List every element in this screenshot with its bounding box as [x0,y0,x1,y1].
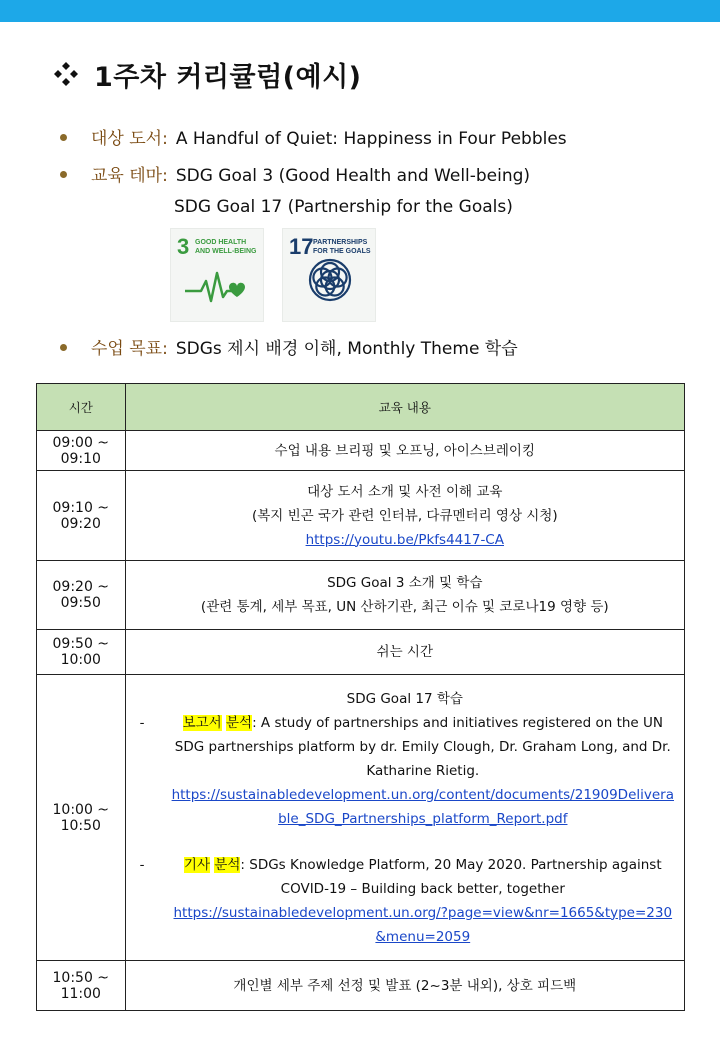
book-label: 대상 도서: [91,129,168,149]
content-line: (복지 빈곤 국가 관련 인터뷰, 다큐멘터리 영상 시청) [251,507,558,524]
row-time: 09:50 ~ 10:00 [37,630,126,675]
sdg-3-number: 3 [177,234,190,259]
sdg-goal-17-tile [282,228,376,322]
goal-label: 수업 목표: [91,339,168,359]
content-line: (관련 통계, 세부 목표, UN 산하기관, 최근 이슈 및 코로나19 영향 등) [200,599,609,615]
highlight-article: 기사 [183,856,211,873]
article-link-line-1[interactable]: https://sustainabledevelopment.un.org/?page=view&nr=1665&type=230 [173,904,673,921]
highlight-analysis: 분석 [214,856,241,873]
highlight-analysis: 분석 [225,714,253,731]
row-time: 09:10 ~ 09:20 [37,471,126,561]
interlocking-rings-icon [283,229,377,323]
bullet-dot [60,134,67,141]
table-row [37,630,685,675]
list-item [136,853,674,949]
row-content [125,431,684,471]
theme-value-1: SDG Goal 3 (Good Health and Well-being) [175,166,531,186]
list-item [136,711,674,831]
schedule-table [36,383,685,1011]
content-line: 개인별 세부 주제 선정 및 발표 (2~3분 내외), 상호 피드백 [233,977,577,994]
row-time: 09:00 ~ 09:10 [37,431,126,471]
heartbeat-icon [171,229,265,323]
page-title [52,54,362,94]
sdg-17-caption: PARTNERSHIPS FOR THE GOALS [313,239,371,255]
dash-bullet: - [139,714,145,731]
goal-value: SDGs 제시 배경 이해, Monthly Theme 학습 [175,339,518,359]
header-content: 교육 내용 [125,384,684,431]
theme-label: 교육 테마: [91,166,168,186]
row-content [125,630,684,675]
theme-row [60,161,530,186]
bullet-dot [60,171,67,178]
row-content [125,471,684,561]
header-time: 시간 [37,384,126,431]
sdg-17-number: 17 [289,234,314,259]
dash-bullet: - [139,856,145,873]
table-row [37,675,685,961]
table-header-row [37,384,685,431]
video-link[interactable]: https://youtu.be/Pkfs4417-CA [305,531,504,548]
content-line: 쉬는 시간 [376,644,434,660]
content-line: SDG Goal 3 소개 및 학습 [327,575,483,591]
report-link-line-2[interactable]: ble_SDG_Partnerships_platform_Report.pdf [278,810,568,827]
report-link-line-1[interactable]: https://sustainabledevelopment.un.org/content/documents/21909Delivera [171,786,674,803]
row-time: 10:00 ~ 10:50 [37,675,126,961]
row-content [125,675,684,961]
item-text: : A study of partnerships and initiatives registered on the UN SDG partnerships platform by dr. Emily Clough, Dr. Graham Long, and Dr. Katharine Rietig. [174,714,671,779]
row-time: 10:50 ~ 11:00 [37,961,126,1011]
article-link-line-2[interactable]: &menu=2059 [375,928,471,945]
bullet-dot [60,344,67,351]
content-line: 대상 도서 소개 및 사전 이해 교육 [307,483,503,500]
content-line: 수업 내용 브리핑 및 오프닝, 아이스브레이킹 [274,442,536,459]
sdg-icons [170,228,376,322]
table-row [37,431,685,471]
table-row [37,471,685,561]
book-row [60,124,567,149]
theme-value-2: SDG Goal 17 (Partnership for the Goals) [174,197,513,217]
top-accent-bar [0,0,720,22]
content-heading: SDG Goal 17 학습 [346,690,463,707]
table-row [37,561,685,630]
sdg-goal-3-tile [170,228,264,322]
highlight-report: 보고서 [182,714,222,731]
title-text: 1주차 커리큘럼(예시) [94,61,362,93]
row-content [125,561,684,630]
table-row [37,961,685,1011]
goal-row [60,334,518,359]
book-value: A Handful of Quiet: Happiness in Four Pebbles [175,129,567,149]
row-time: 09:20 ~ 09:50 [37,561,126,630]
diamond-bullet-icon [52,60,80,88]
item-text: : SDGs Knowledge Platform, 20 May 2020. Partnership against COVID-19 – Building back better, together [240,856,662,897]
sdg-3-caption: GOOD HEALTH AND WELL-BEING [195,239,257,255]
row-content [125,961,684,1011]
